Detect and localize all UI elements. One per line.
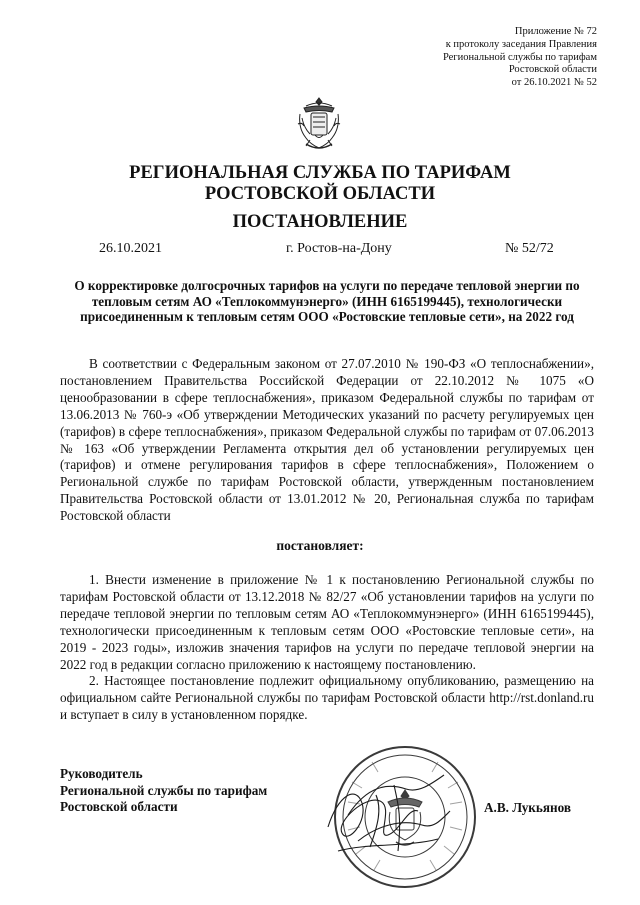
appendix-line: Приложение № 72 bbox=[514, 26, 597, 37]
clauses-list bbox=[60, 572, 594, 724]
document-number: № 52/72 bbox=[505, 241, 554, 256]
signer-name: А.В. Лукьянов bbox=[484, 800, 571, 815]
document-city: г. Ростов-на-Дону bbox=[286, 241, 392, 256]
resolves-heading: постановляет: bbox=[276, 538, 364, 553]
appendix-line: от 26.10.2021 № 52 bbox=[511, 77, 597, 89]
coat-of-arms-icon bbox=[296, 94, 342, 154]
handwritten-signature bbox=[318, 755, 458, 875]
clause-item: 1. Внести изменение в приложение № 1 к постановлению Региональной службы по тарифам Ростовской области от 13.12.2018 № 82/27 «Об установлении тарифов на услуги по передаче тепловой энергии по тепловым сетям АО «Теплокоммунэнерго» (ИНН 6165199445), технологически присоединенным к тепловым сетям ООО «Ростовские тепловые сети», на 2019 - 2023 годы», изложив значения тарифов на услуги по передаче тепловой энергии на 2022 год в редакции согласно приложению к настоящему постановлению. bbox=[60, 572, 594, 672]
signer-position bbox=[60, 766, 267, 816]
appendix-line: Ростовской области bbox=[508, 64, 597, 76]
organization-title bbox=[0, 163, 640, 205]
preamble-paragraph: В соответствии с Федеральным законом от 27.07.2010 № 190-ФЗ «О теплоснабжении», постановлением Правительства Российской Федерации от 22.10.2012 № 1075 «О ценообразовании в сфере теплоснабжения», приказом Федеральной службы по тарифам от 13.06.2013 № 760-э «Об утверждении Методических указаний по расчету регулируемых цен (тарифов) в сфере теплоснабжения», приказом Федеральной службы по тарифам от 07.06.2013 № 163 «Об утверждении Регламента открытия дел об установлении регулируемых цен (тарифов) и отмене регулирования тарифов в сфере теплоснабжения», Положением о Региональной службе по тарифам Ростовской области, утвержденным постановлением Правительства Ростовской области от 13.01.2012 № 20, Региональная служба по тарифам Ростовской области bbox=[60, 356, 594, 524]
appendix-note bbox=[443, 26, 597, 90]
appendix-line: к протоколу заседания Правления bbox=[445, 38, 597, 50]
organization-title-line: РЕГИОНАЛЬНАЯ СЛУЖБА ПО ТАРИФАМ bbox=[129, 163, 511, 183]
clause-item: 2. Настоящее постановление подлежит официальному опубликованию, размещению на официальном сайте Региональной службы по тарифам Ростовской области http://rst.donland.ru и вступает в силу в установленном порядке. bbox=[60, 673, 594, 723]
document-type-heading: ПОСТАНОВЛЕНИЕ bbox=[232, 212, 408, 232]
organization-title-line: РОСТОВСКОЙ ОБЛАСТИ bbox=[204, 184, 436, 204]
signer-position-line: Руководитель bbox=[60, 766, 143, 781]
appendix-line: Региональной службы по тарифам bbox=[442, 51, 597, 63]
signer-position-line: Ростовской области bbox=[60, 799, 178, 815]
document-subject: О корректировке долгосрочных тарифов на услуги по передаче тепловой энергии по тепловым сетям АО «Теплокоммунэнерго» (ИНН 6165199445), технологически присоединенным к тепловым сетям ООО «Ростовские тепловые сети», на 2022 год bbox=[74, 278, 580, 325]
document-date: 26.10.2021 bbox=[99, 241, 162, 256]
signer-position-line: Региональной службы по тарифам bbox=[60, 782, 268, 798]
